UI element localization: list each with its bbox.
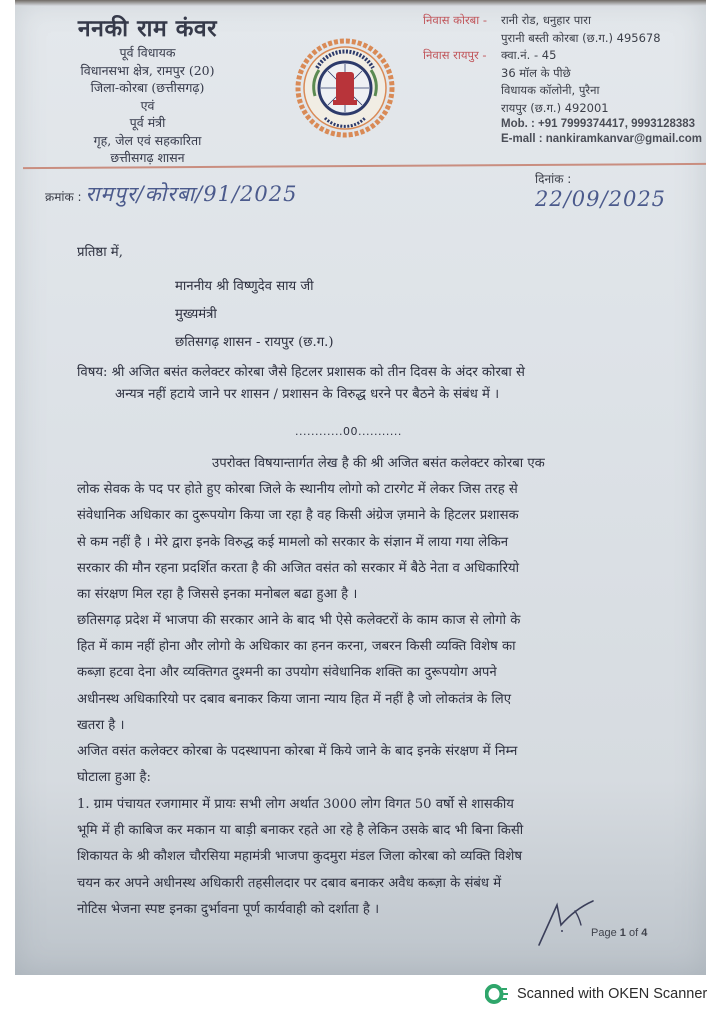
scanner-watermark: [485, 984, 707, 1004]
sender-title-line: एवं: [140, 97, 155, 113]
letterhead-address: [423, 12, 713, 147]
subject-line: विषय: श्री अजित बसंत कलेक्टर कोरबा जैसे हिटलर प्रशासक को तीन दिवस के अंदर कोरबा से: [77, 365, 525, 380]
mobile-numbers: Mob. : +91 7999374417, 9993128383: [501, 118, 696, 130]
paragraph-line: लोक सेवक के पद पर होते हुए कोरबा जिले के स्थानीय लोगो को टारगेट में लेकर जिस तरह से: [77, 482, 518, 498]
vidhansabha-emblem-icon: [295, 38, 395, 138]
signature-icon: [535, 895, 605, 947]
paragraph-line: हित में काम नहीं होना और लोगो के अधिकार का हनन करना, जबरन किसी व्यक्ति विशेष का: [77, 639, 516, 655]
paragraph-line: भूमि में ही काबिज कर मकान या बाड़ी बनाकर रहते आ रहे है लेकिन उसके बाद भी बिना किसी: [77, 823, 524, 839]
section-separator: ............00...........: [295, 425, 402, 438]
page-number: Page 1 of 4: [591, 927, 648, 939]
paragraph-line: अजित वसंत कलेक्टर कोरबा के पदस्थापना कोरबा में किये जाने के बाद इनके संरक्षण में निम्न: [77, 744, 518, 759]
scanned-letter-page: [15, 0, 706, 975]
letter-date: [535, 170, 706, 211]
paragraph-line: अधीनस्थ अधिकारियो पर दबाव बनाकर किया जाना न्याय हित में नहीं है जो लोकतंत्र के लिए: [77, 691, 512, 707]
sender-title-line: गृह, जेल एवं सहकारिता: [93, 132, 202, 148]
paragraph-line: से कम नहीं है । मेरे द्वारा इनके विरुद्ध कई मामलो को सरकार के संज्ञान में लाया गया लेकिन: [77, 534, 509, 550]
addressee-line: छतिसगढ़ शासन - रायपुर (छ.ग.): [175, 335, 334, 350]
residence-raipur-line: विधायक कॉलोनी, पुरैना: [501, 83, 600, 97]
sender-title-line: छत्तीसगढ़ शासन: [110, 150, 185, 165]
sender-title-line: पूर्व विधायक: [119, 45, 176, 60]
letterhead-sender: [15, 6, 280, 167]
reference-value: रामपुर/कोरबा/91/2025: [85, 182, 298, 206]
sender-title-line: पूर्व मंत्री: [129, 115, 166, 130]
residence-korba: [423, 12, 713, 30]
paragraph-line: 1. ग्राम पंचायत रजगामार में प्रायः सभी लोग अर्थात 3000 लोग विगत 50 वर्षो से शासकीय: [77, 797, 514, 812]
paragraph-line: सरकार की मौन रहना प्रदर्शित करता है की अजित वसंत को सरकार में बैठे नेता व अधिकारियो: [77, 560, 520, 576]
watermark-text: Scanned with OKEN Scanner: [517, 986, 708, 1002]
paragraph-3: [77, 739, 677, 791]
oken-scanner-logo-icon: [485, 984, 509, 1004]
sender-title-line: जिला-कोरबा (छत्तीसगढ़): [90, 80, 205, 95]
paragraph-line: छतिसगढ़ प्रदेश में भाजपा की सरकार आने के बाद भी ऐसे कलेक्टरों के काम काज से लोगो के: [77, 613, 521, 628]
addressee-line: मुख्यमंत्री: [175, 307, 217, 322]
paragraph-line: नोटिस भेजना स्पष्ट इनका दुर्भावना पूर्ण कार्यवाही को दर्शाता है ।: [77, 901, 380, 917]
date-label: दिनांक :: [535, 172, 572, 186]
paragraph-line: कब्ज़ा हटवा देना और व्यक्तिगत दुश्मनी का उपयोग संवेधानिक शक्ति का दुरूपयोग अपने: [77, 665, 497, 681]
date-value: 22/09/2025: [535, 187, 667, 211]
paragraph-line: खतरा है ।: [77, 717, 125, 733]
reference-number: [45, 180, 298, 208]
residence-korba-line: रानी रोड, धनुहार पारा: [501, 13, 591, 27]
paragraph-line: उपरोक्त विषयान्तार्गत लेख है की श्री अजित बसंत कलेक्टर कोरबा एक: [212, 456, 545, 471]
paragraph-2: [77, 608, 677, 739]
residence-raipur-line: 36 मॉल के पीछे: [501, 65, 571, 80]
residence-korba-label: निवास कोरबा -: [423, 13, 488, 27]
salutation: प्रतिष्ठा में,: [77, 245, 123, 260]
addressee-block: [175, 273, 333, 357]
reference-label: क्रमांक :: [45, 190, 82, 204]
sender-name: ननकी राम कंवर: [77, 16, 218, 42]
residence-korba-line: पुरानी बस्ती कोरबा (छ.ग.) 495678: [501, 30, 661, 45]
subject-line: अन्यत्र नहीं हटाये जाने पर शासन / प्रशासन के विरुद्ध धरने पर बैठने के संबंध में ।: [115, 387, 500, 402]
paragraph-line: शिकायत के श्री कौशल चौरसिया महामंत्री भाजपा कुदमुरा मंडल जिला कोरबा को व्यक्ति विशेष: [77, 849, 522, 865]
email-address: E-mall : nankiramkanvar@gmail.com: [501, 133, 703, 145]
sender-title-line: विधानसभा क्षेत्र, रामपुर (20): [80, 62, 215, 78]
addressee-line: माननीय श्री विष्णुदेव साय जी: [175, 279, 314, 294]
subject: [77, 362, 697, 406]
paragraph-1: [77, 451, 677, 608]
residence-raipur: [423, 47, 713, 65]
residence-raipur-line: रायपुर (छ.ग.) 492001: [501, 100, 609, 115]
paragraph-line: संवेधानिक अधिकार का दुरूपयोग किया जा रहा है वह किसी अंग्रेज ज़माने के हिटलर प्रशासक: [77, 508, 519, 524]
residence-raipur-label: निवास रायपुर -: [423, 48, 487, 62]
paragraph-line: घोटाला हुआ है:: [77, 770, 151, 786]
residence-raipur-line: क्वा.नं. - 45: [501, 48, 557, 62]
paragraph-line: का संरक्षण मिल रहा है जिससे इनका मनोबल बढा हुआ है ।: [77, 587, 358, 603]
paragraph-line: चयन कर अपने अधीनस्थ अधिकारी तहसीलदार पर दबाव बनाकर अवैध कब्ज़ा के संबंध में: [77, 875, 502, 891]
